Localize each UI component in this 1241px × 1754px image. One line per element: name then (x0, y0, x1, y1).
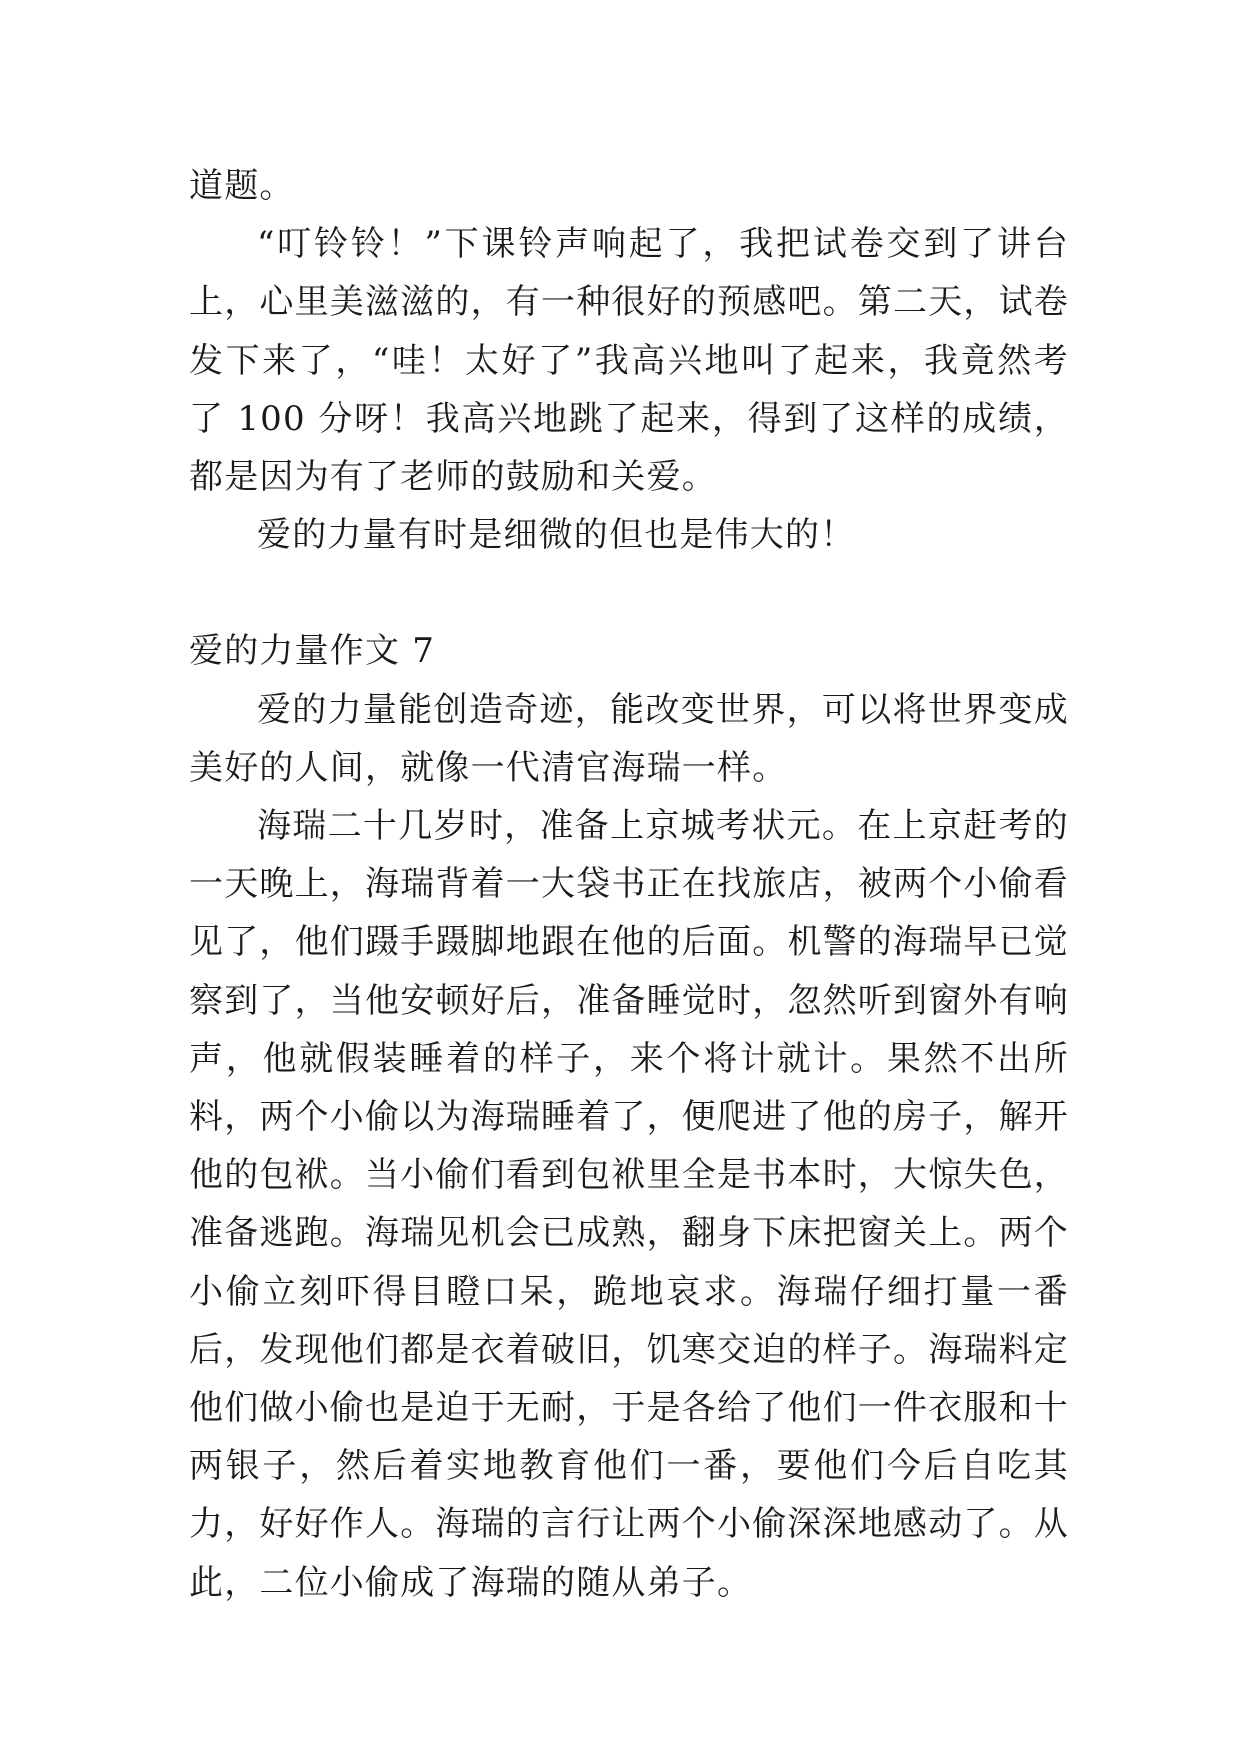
document-body (189, 157, 1069, 1612)
paragraph-continuation: 道题。 (189, 166, 295, 206)
paragraph-hai-rui-story: 海瑞二十几岁时，准备上京城考状元。在上京赶考的一天晚上，海瑞背着一大袋书正在找旅店，被两个小偷看见了，他们蹑手蹑脚地跟在他的后面。机警的海瑞早已觉察到了，当他安顿好后，准备睡觉时，忽然听到窗外有响声，他就假装睡着的样子，来个将计就计。果然不出所料，两个小偷以为海瑞睡着了，便爬进了他的房子，解开他的包袱。当小偷们看到包袱里全是书本时，大惊失色，准备逃跑。海瑞见机会已成熟，翻身下床把窗关上。两个小偷立刻吓得目瞪口呆，跪地哀求。海瑞仔细打量一番后，发现他们都是衣着破旧，饥寒交迫的样子。海瑞料定他们做小偷也是迫于无耐，于是各给了他们一件衣服和十两银子，然后着实地教育他们一番，要他们今后自吃其力，好好作人。海瑞的言行让两个小偷深深地感动了。从此，二位小偷成了海瑞的随从弟子。 (189, 806, 1069, 1603)
paragraph-love-creates-miracles: 爱的力量能创造奇迹，能改变世界，可以将世界变成美好的人间，就像一代清官海瑞一样。 (189, 689, 1069, 788)
paragraph-bell-rings: “叮铃铃！”下课铃声响起了，我把试卷交到了讲台上，心里美滋滋的，有一种很好的预感吧。第二天，试卷发下来了，“哇！太好了”我高兴地叫了起来，我竟然考了 100 分呀！我高兴地跳了起来，得到了这样的成绩，都是因为有了老师的鼓励和关爱。 (189, 224, 1069, 498)
paragraph-love-power-conclusion: 爱的力量有时是细微的但也是伟大的！ (257, 515, 856, 556)
essay-heading: 爱的力量作文 7 (189, 631, 436, 672)
section-spacer (189, 564, 1069, 622)
